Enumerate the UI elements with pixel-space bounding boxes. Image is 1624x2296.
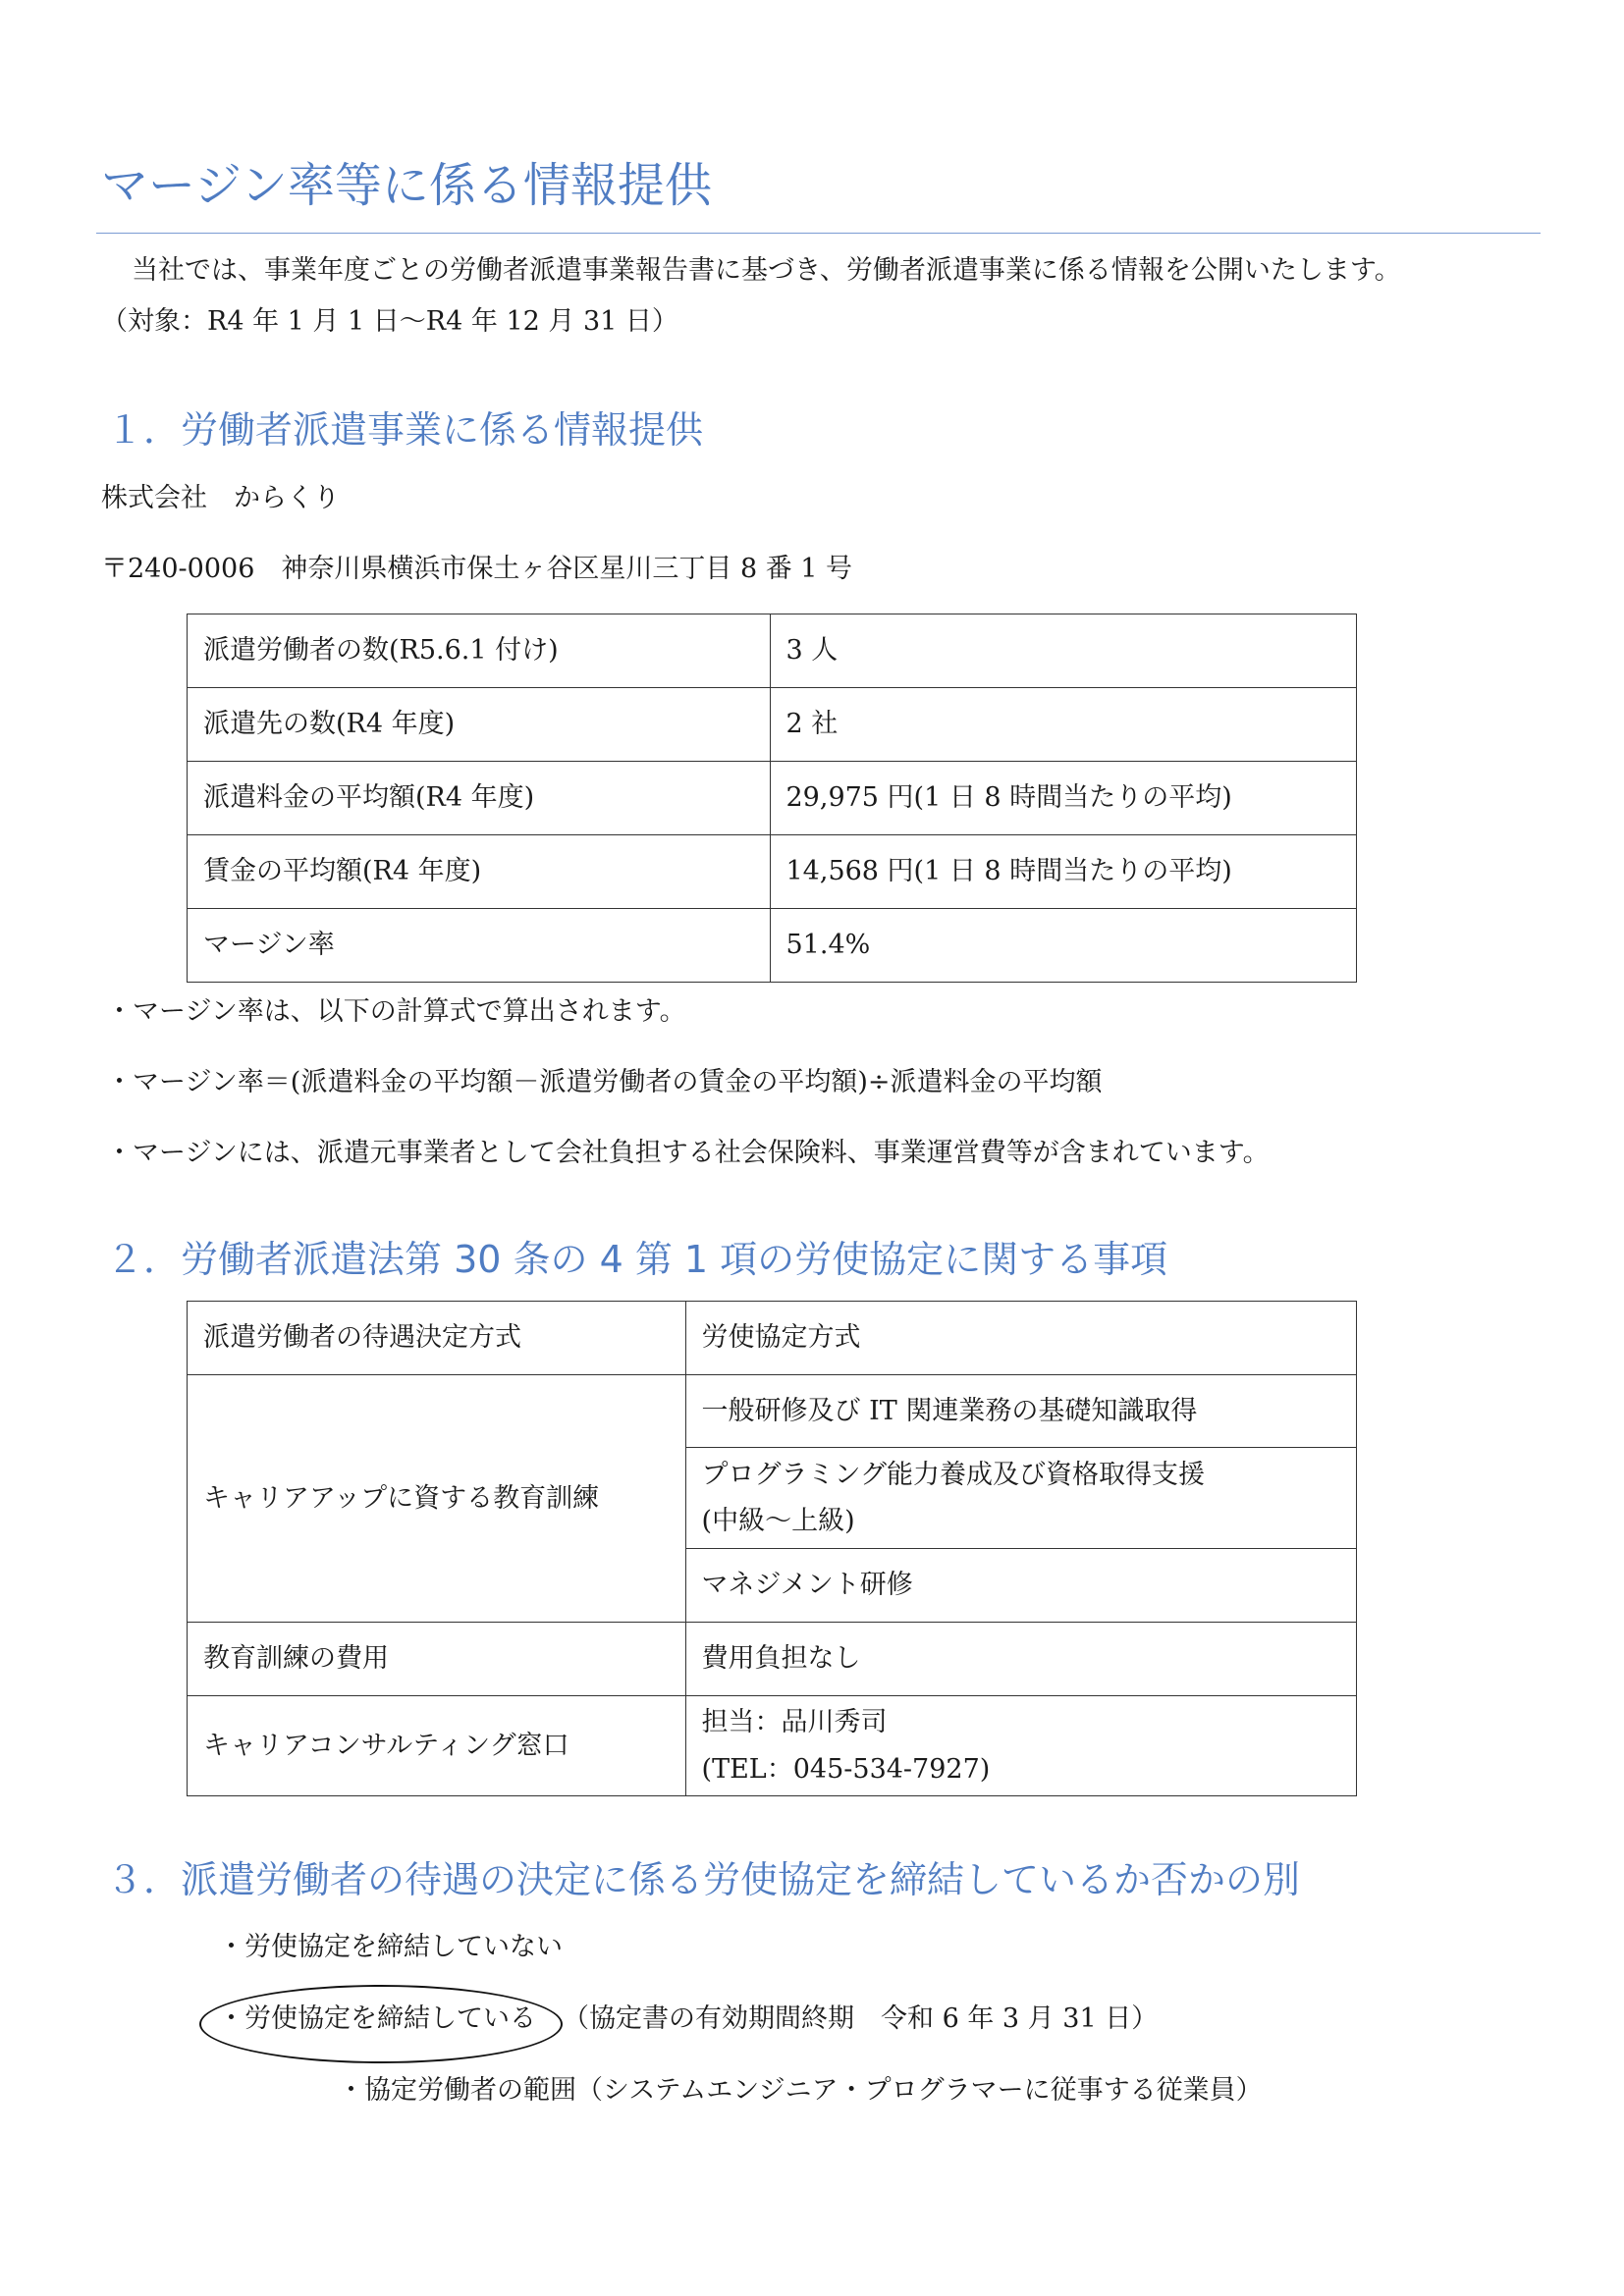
note-margin-formula: ・マージン率＝(派遣料金の平均額－派遣労働者の賃金の平均額)÷派遣料金の平均額	[106, 1067, 1103, 1097]
consult-label: キャリアコンサルティング窓口	[188, 1696, 686, 1796]
title-divider	[96, 233, 1541, 234]
table-row	[188, 1302, 1357, 1375]
cost-label: 教育訓練の費用	[188, 1623, 686, 1696]
row-label: 賃金の平均額(R4 年度)	[188, 835, 771, 909]
option-not-concluded: ・労使協定を締結していない	[218, 1932, 563, 1962]
row-value: 14,568 円(1 日 8 時間当たりの平均)	[770, 835, 1357, 909]
agreement-validity: （協定書の有効期間終期 令和 6 年 3 月 31 日）	[563, 2003, 1159, 2034]
consult-contact	[685, 1696, 1356, 1796]
note-margin-contents: ・マージンには、派遣元事業者として会社負担する社会保険料、事業運営費等が含まれています。	[106, 1138, 1270, 1168]
training-item-management: マネジメント研修	[685, 1549, 1356, 1623]
dispatch-info-table	[187, 614, 1357, 983]
table-row	[188, 614, 1357, 688]
table-row	[188, 1623, 1357, 1696]
section3-heading: ３．派遣労働者の待遇の決定に係る労使協定を締結しているか否かの別	[106, 1858, 1301, 1901]
cost-value: 費用負担なし	[685, 1623, 1356, 1696]
target-period: （対象：R4 年 1 月 1 日〜R4 年 12 月 31 日）	[101, 306, 678, 337]
row-label: マージン率	[188, 909, 771, 983]
option-concluded: ・労使協定を締結している	[218, 2003, 536, 2034]
consult-person: 担当：品川秀司	[701, 1707, 888, 1738]
section2-heading: ２．労働者派遣法第 30 条の 4 第 1 項の労使協定に関する事項	[106, 1238, 1168, 1281]
training-item-programming-line1: プログラミング能力養成及び資格取得支援	[701, 1459, 1206, 1490]
table-row	[188, 1375, 1357, 1448]
section1-heading: １．労働者派遣事業に係る情報提供	[106, 408, 704, 452]
training-item-basic: 一般研修及び IT 関連業務の基礎知識取得	[685, 1375, 1356, 1448]
agreement-scope: ・協定労働者の範囲（システムエンジニア・プログラマーに従事する従業員）	[338, 2075, 1263, 2106]
table-row	[188, 688, 1357, 762]
labor-agreement-table	[187, 1301, 1357, 1796]
row-label: 派遣先の数(R4 年度)	[188, 688, 771, 762]
table-row	[188, 909, 1357, 983]
row-value: 29,975 円(1 日 8 時間当たりの平均)	[770, 762, 1357, 835]
consult-tel: (TEL：045-534-7927)	[701, 1753, 991, 1785]
header-method-value: 労使協定方式	[685, 1302, 1356, 1375]
training-label: キャリアアップに資する教育訓練	[188, 1375, 686, 1623]
training-item-programming	[685, 1448, 1356, 1549]
table-row	[188, 762, 1357, 835]
note-margin-formula-intro: ・マージン率は、以下の計算式で算出されます。	[106, 996, 686, 1027]
row-label: 派遣労働者の数(R5.6.1 付け)	[188, 614, 771, 688]
table-row	[188, 835, 1357, 909]
table-row	[188, 1696, 1357, 1796]
row-value: 51.4%	[770, 909, 1357, 983]
company-name: 株式会社 からくり	[101, 483, 340, 513]
training-item-programming-line2: (中級〜上級)	[701, 1506, 855, 1536]
page-title: マージン率等に係る情報提供	[101, 158, 712, 213]
row-label: 派遣料金の平均額(R4 年度)	[188, 762, 771, 835]
company-address: 〒240-0006 神奈川県横浜市保土ヶ谷区星川三丁目 8 番 1 号	[101, 554, 853, 584]
header-method-label: 派遣労働者の待遇決定方式	[188, 1302, 686, 1375]
row-value: 2 社	[770, 688, 1357, 762]
row-value: 3 人	[770, 614, 1357, 688]
intro-text: 当社では、事業年度ごとの労働者派遣事業報告書に基づき、労働者派遣事業に係る情報を公開いたします。	[132, 255, 1401, 286]
